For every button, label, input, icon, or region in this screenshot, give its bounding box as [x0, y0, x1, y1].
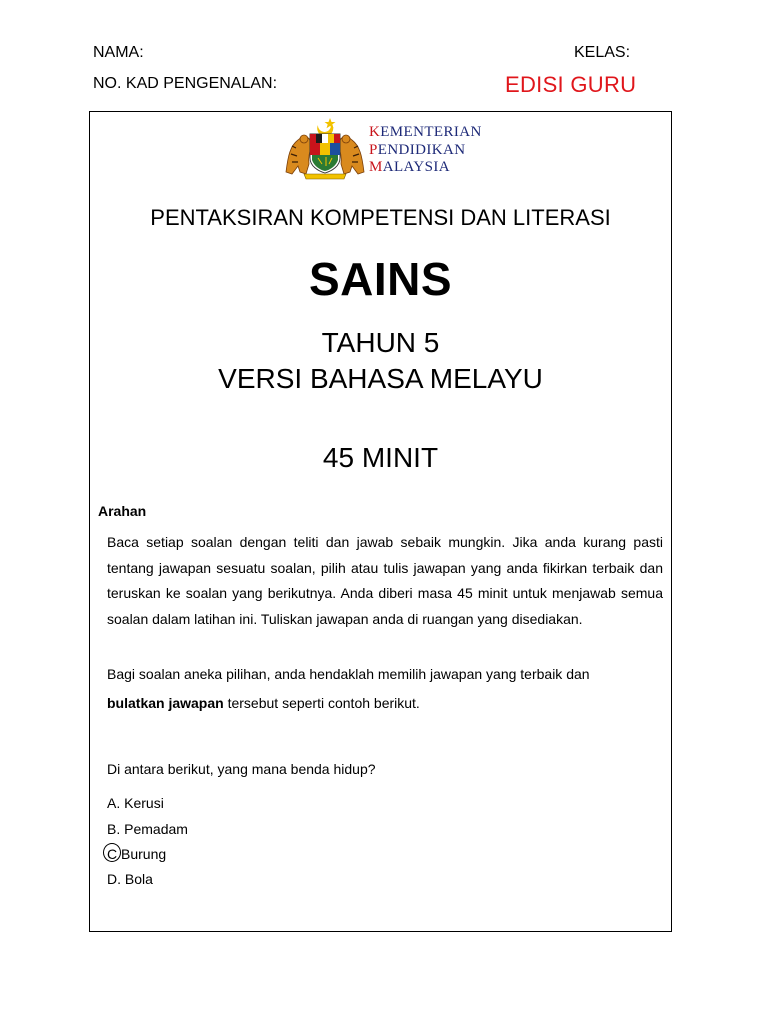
option-letter: D.	[107, 871, 121, 887]
instructions-heading: Arahan	[98, 503, 147, 519]
instructions-paragraph: Baca setiap soalan dengan teliti dan jawab sebaik mungkin. Jika anda kurang pasti tentang jawapan sesuatu soalan, pilih atau tulis jawapan yang anda fikirkan terbaik dan teruskan ke soalan yang berikutnya. Anda diberi masa 45 minit untuk menjawab semua soalan dalam latihan ini. Tuliskan jawapan anda di ruangan yang disediakan.	[107, 534, 663, 627]
option-text: Bola	[124, 871, 153, 887]
ministry-word: EMENTERIAN	[380, 124, 482, 140]
answer-circle-icon	[103, 843, 121, 862]
ic-number-label: NO. KAD PENGENALAN:	[93, 75, 278, 92]
subject-title: SAINS	[308, 253, 453, 305]
assessment-subtitle: PENTAKSIRAN KOMPETENSI DAN LITERASI	[150, 205, 611, 230]
option-letter: A.	[107, 795, 121, 811]
ministry-word: ENDIDIKAN	[377, 141, 466, 158]
year-level: TAHUN 5	[321, 327, 440, 358]
exam-duration: 45 MINIT	[322, 442, 439, 473]
circle-answer-emphasis: bulatkan jawapan	[107, 695, 224, 711]
instructions-paragraph	[107, 695, 420, 711]
option-text: Burung	[121, 846, 167, 862]
ministry-initial: K	[369, 124, 381, 140]
option-a	[107, 795, 164, 811]
coat-of-arms-icon	[282, 116, 368, 182]
ministry-name	[369, 124, 482, 177]
option-letter: C	[107, 846, 118, 862]
option-letter: B.	[107, 821, 121, 837]
ministry-initial: M	[369, 159, 383, 175]
option-d	[107, 871, 153, 887]
option-text: Kerusi	[124, 795, 164, 811]
nama-label: NAMA:	[93, 44, 144, 61]
cover-frame	[89, 111, 672, 932]
option-b	[107, 821, 188, 837]
ministry-initial: P	[369, 141, 378, 158]
edition-label: EDISI GURU	[505, 72, 637, 97]
example-question: Di antara berikut, yang mana benda hidup?	[107, 761, 376, 777]
option-text: Pemadam	[124, 821, 188, 837]
language-version: VERSI BAHASA MELAYU	[218, 363, 543, 394]
instructions-paragraph: Bagi soalan aneka pilihan, anda hendaklah memilih jawapan yang terbaik dan	[107, 666, 590, 682]
kelas-label: KELAS:	[574, 44, 631, 61]
ministry-word: ALAYSIA	[382, 159, 451, 175]
instructions-paragraph-rest: tersebut seperti contoh berikut.	[223, 695, 420, 711]
